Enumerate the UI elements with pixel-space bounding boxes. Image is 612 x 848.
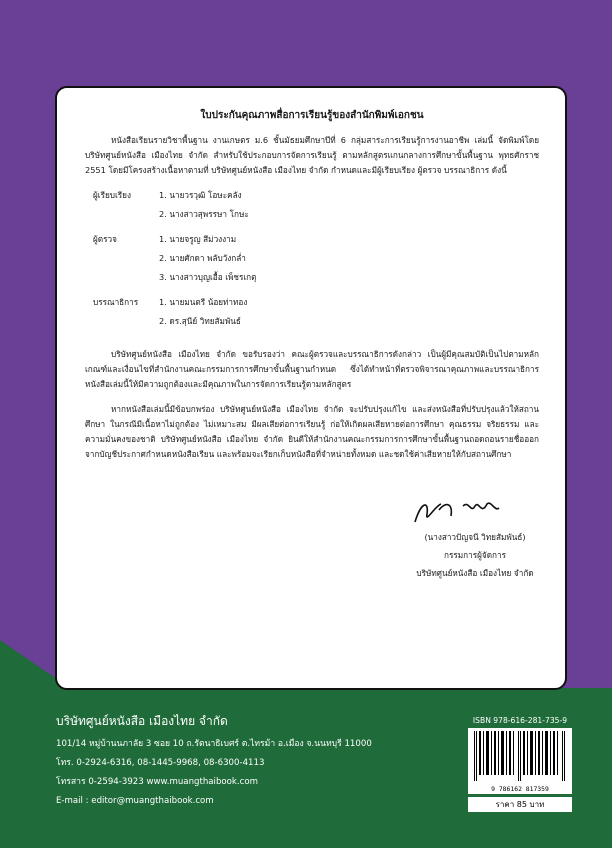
signer-title: กรรมการผู้จัดการ bbox=[444, 550, 506, 560]
publisher-phone: โทร. 0-2924-6316, 08-1445-9968, 08-6300-4113 bbox=[56, 758, 265, 768]
signature-image bbox=[411, 496, 539, 528]
warranty-paragraph: หากหนังสือเล่มนี้มีข้อบกพร่อง บริษัทศูนย์หนังสือ เมืองไทย จำกัด จะปรับปรุงแก้ไข และส่งหนังสือที่ปรับปรุงแล้วให้สถานศึกษา ในกรณีมีเนื้อหาไม่ถูกต้อง ไม่เหมาะสม มีผลเสียต่อการเรียนรู้ ก่อให้เกิดผลเสียหายต่อการศึกษา คุณธรรม จริยธรรม และความมั่นคงของชาติ บริษัทศูนย์หนังสือ เมืองไทย จำกัด ยินดีให้สำนักงานคณะกรรมการการศึกษาขั้นพื้นฐานถอดถอนรายชื่อออกจากบัญชีประกาศกำหนดหนังสือเรียน และพร้อมจะเรียกเก็บหนังสือที่จำหน่ายทั้งหมด และชดใช้ค่าเสียหายให้กับสถานศึกษา bbox=[85, 404, 539, 459]
price-label: ราคา 85 บาท bbox=[468, 797, 572, 812]
publisher-info bbox=[56, 712, 372, 811]
person: 3. นางสาวบุญเอื้อ เพ็ชรเกตุ bbox=[159, 272, 257, 282]
role-label: ผู้ตรวจ bbox=[93, 234, 117, 244]
isbn-label: ISBN 978-616-281-735-9 bbox=[472, 716, 568, 725]
publisher-name: บริษัทศูนย์หนังสือ เมืองไทย จำกัด bbox=[56, 714, 228, 728]
signer-name: (นางสาวปัญจนี วิทยสัมพันธ์) bbox=[424, 532, 526, 542]
role-authors bbox=[93, 188, 539, 226]
barcode-bars bbox=[472, 731, 568, 781]
role-label: บรรณาธิการ bbox=[93, 297, 139, 307]
barcode bbox=[468, 728, 572, 794]
person: 1. นายมนตรี น้อยท่าทอง bbox=[159, 297, 248, 307]
publisher-email: E-mail : editor@muangthaibook.com bbox=[56, 796, 214, 806]
intro-paragraph: หนังสือเรียนรายวิชาพื้นฐาน งานเกษตร ม.6 ชั้นมัธยมศึกษาปีที่ 6 กลุ่มสาระการเรียนรู้การงานอาชีพ เล่มนี้ จัดพิมพ์โดย บริษัทศูนย์หนังสือ เมืองไทย จำกัด สำหรับใช้ประกอบการจัดการเรียนรู้ ตามหลักสูตรแกนกลางการศึกษาขั้นพื้นฐาน พุทธศักราช 2551 โดยมีโครงสร้างเนื้อหาตามที่ บริษัทศูนย์หนังสือ เมืองไทย จำกัด กำหนดและมีผู้เรียบเรียง ผู้ตรวจ บรรณาธิการ ดังนี้ bbox=[85, 135, 539, 175]
certificate-card bbox=[55, 86, 567, 690]
signer-company: บริษัทศูนย์หนังสือ เมืองไทย จำกัด bbox=[416, 568, 534, 578]
person: 2. นายศักดา พลับวังกล่ำ bbox=[159, 253, 246, 263]
person: 1. นายวรวุฒิ โอษะคลัง bbox=[159, 190, 242, 200]
role-label: ผู้เรียบเรียง bbox=[93, 190, 131, 200]
person: 2. ดร.สุนีย์ วิทยสัมพันธ์ bbox=[159, 316, 241, 326]
publisher-fax: โทรสาร 0-2594-3923 www.muangthaibook.com bbox=[56, 777, 258, 787]
role-editors bbox=[93, 295, 539, 333]
assurance-paragraph: บริษัทศูนย์หนังสือ เมืองไทย จำกัด ขอรับรองว่า คณะผู้ตรวจและบรรณาธิการดังกล่าว เป็นผู้มีคุณสมบัติเป็นไปตามหลักเกณฑ์และเงื่อนไขที่สำนักงานคณะกรรมการการศึกษาขั้นพื้นฐานกำหนด ซึ่งได้ทำหน้าที่ตรวจพิจารณาคุณภาพและบรรณาธิการหนังสือเล่มนี้ให้มีความถูกต้องและมีคุณภาพในการจัดการเรียนรู้ตามหลักสูตร bbox=[85, 349, 539, 389]
person: 2. นางสาวสุพรรษา โกษะ bbox=[159, 209, 249, 219]
role-reviewers bbox=[93, 232, 539, 289]
publisher-address: 101/14 หมู่บ้านนภาลัย 3 ซอย 10 ถ.รัตนาธิเบศร์ ต.ไทรม้า อ.เมือง จ.นนทบุรี 11000 bbox=[56, 739, 372, 749]
person: 1. นายจรูญ สีม่วงงาม bbox=[159, 234, 237, 244]
certificate-title: ใบประกันคุณภาพสื่อการเรียนรู้ของสำนักพิมพ์เอกชน bbox=[200, 110, 424, 121]
barcode-digits: 9 786162 817359 bbox=[491, 785, 549, 793]
isbn-area bbox=[468, 716, 572, 812]
signature-block bbox=[385, 528, 565, 582]
